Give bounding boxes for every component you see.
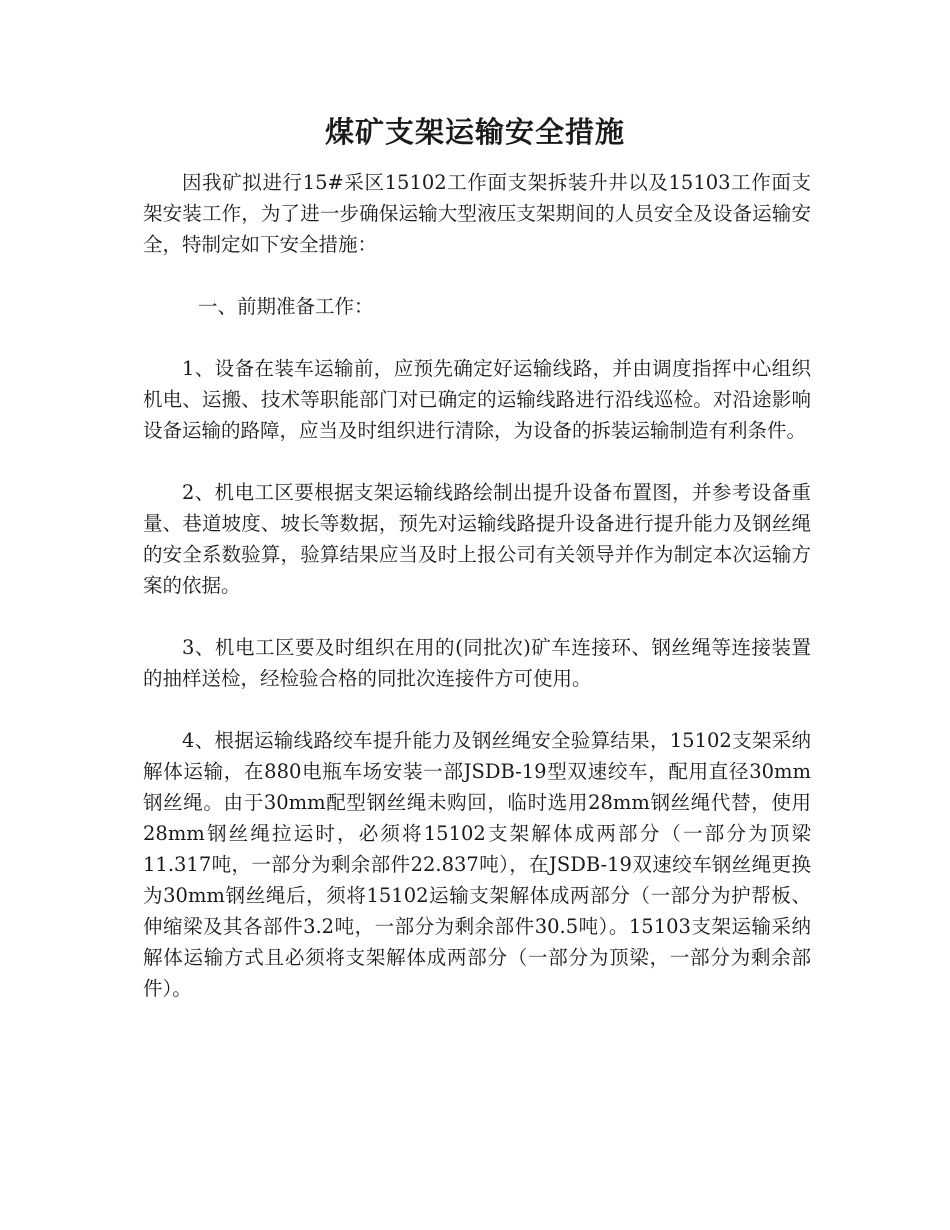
intro-paragraph: 因我矿拟进行15#采区15102工作面支架拆装升井以及15103工作面支架安装工作，为了进一步确保运输大型液压支架期间的人员安全及设备运输安全，特制定如下安全措施： [143, 171, 811, 256]
paragraph-spacer [143, 260, 811, 291]
paragraph-spacer [143, 694, 811, 725]
list-item-3: 3、机电工区要及时组织在用的(同批次)矿车连接环、钢丝绳等连接装置的抽样送检，经检验合格的同批次连接件方可使用。 [143, 636, 811, 690]
list-item-1: 1、设备在装车运输前，应预先确定好运输线路，并由调度指挥中心组织机电、运搬、技术等职能部门对已确定的运输线路进行沿线巡检。对沿途影响设备运输的路障，应当及时组织进行清除，为设备的拆装运输制造有利条件。 [143, 357, 811, 442]
paragraph-spacer [143, 446, 811, 477]
document-body [143, 167, 811, 1004]
list-item-4: 4、根据运输线路绞车提升能力及钢丝绳安全验算结果，15102支架采纳解体运输，在880电瓶车场安装一部JSDB-19型双速绞车，配用直径30mm钢丝绳。由于30mm配型钢丝绳未购回，临时选用28mm钢丝绳代替，使用28mm钢丝绳拉运时，必须将15102支架解体成两部分（一部分为顶梁11.317吨，一部分为剩余部件22.837吨），在JSDB-19双速绞车钢丝绳更换为30mm钢丝绳后，须将15102运输支架解体成两部分（一部分为护帮板、伸缩梁及其各部件3.2吨，一部分为剩余部件30.5吨）。15103支架运输采纳解体运输方式且必须将支架解体成两部分（一部分为顶梁，一部分为剩余部件）。 [143, 729, 811, 1000]
list-item-2: 2、机电工区要根据支架运输线路绘制出提升设备布置图，并参考设备重量、巷道坡度、坡长等数据，预先对运输线路提升设备进行提升能力及钢丝绳的安全系数验算，验算结果应当及时上报公司有关领导并作为制定本次运输方案的依据。 [143, 481, 811, 597]
paragraph-spacer [143, 322, 811, 353]
section-heading: 一、前期准备工作： [198, 295, 374, 318]
paragraph-spacer [143, 601, 811, 632]
document-title: 煤矿支架运输安全措施 [324, 115, 625, 149]
